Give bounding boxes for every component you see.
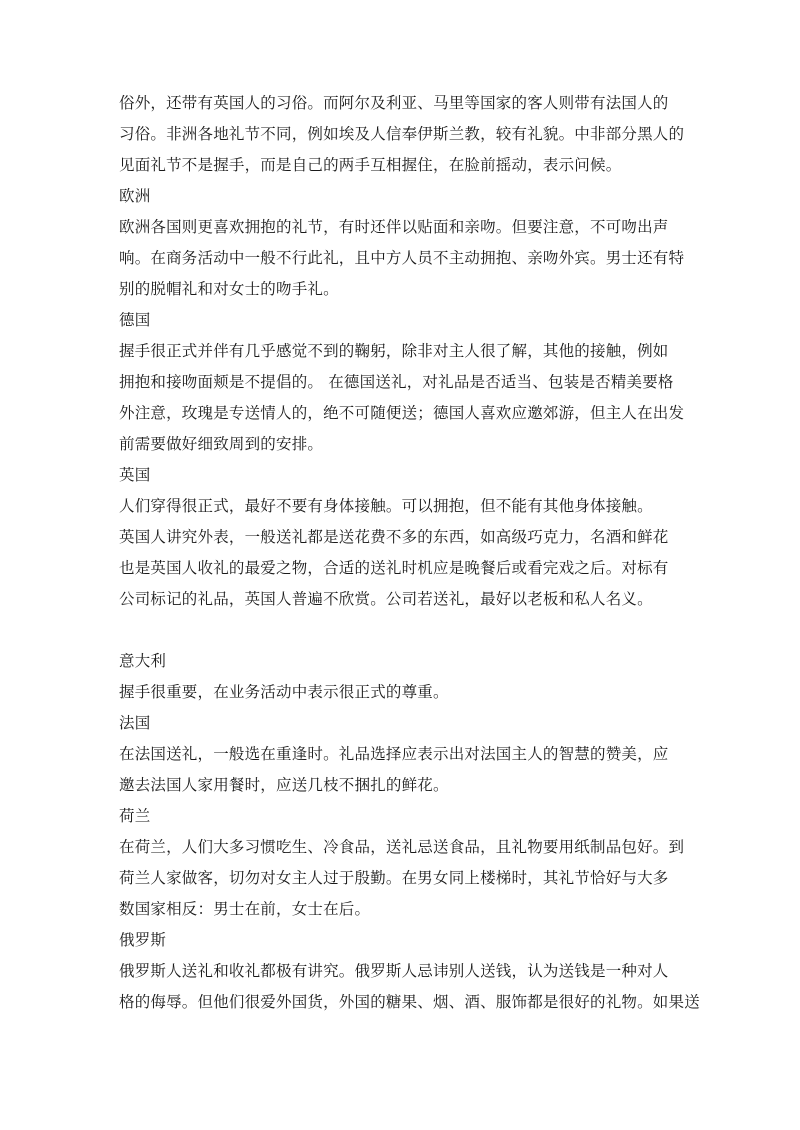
paragraph-line: 人们穿得很正式，最好不要有身体接触。可以拥抱，但不能有其他身体接触。 xyxy=(119,497,653,515)
paragraph-line: 握手很正式并伴有几乎感觉不到的鞠躬，除非对主人很了解，其他的接触，例如 xyxy=(119,342,669,360)
germany-paragraph xyxy=(119,336,689,460)
paragraph-line: 也是英国人收礼的最爱之物，合适的送礼时机应是晚餐后或看完戏之后。对标有 xyxy=(119,559,669,577)
paragraph-line: 公司标记的礼品，英国人普遍不欣赏。公司若送礼，最好以老板和私人名义。 xyxy=(119,590,653,608)
paragraph-line: 在荷兰，人们大多习惯吃生、冷食品，送礼忌送食品，且礼物要用纸制品包好。到 xyxy=(119,838,685,856)
section-heading-uk: 英国 xyxy=(119,466,151,484)
paragraph-line: 俗外，还带有英国人的习俗。而阿尔及利亚、马里等国家的客人则带有法国人的 xyxy=(119,94,669,112)
paragraph-line: 响。在商务活动中一般不行此礼，且中方人员不主动拥抱、亲吻外宾。男士还有特 xyxy=(119,249,685,267)
paragraph-line: 邀去法国人家用餐时，应送几枝不捆扎的鲜花。 xyxy=(119,776,449,794)
paragraph-line: 数国家相反：男士在前，女士在后。 xyxy=(119,900,371,918)
paragraph-line: 握手很重要，在业务活动中表示很正式的尊重。 xyxy=(119,683,449,701)
section-heading-russia: 俄罗斯 xyxy=(119,931,167,949)
uk-paragraph xyxy=(119,491,689,615)
paragraph-line: 见面礼节不是握手，而是自己的两手互相握住，在脸前摇动，表示问候。 xyxy=(119,156,622,174)
paragraph-line: 别的脱帽礼和对女士的吻手礼。 xyxy=(119,280,339,298)
paragraph-line: 英国人讲究外表，一般送礼都是送花费不多的东西，如高级巧克力，名酒和鲜花 xyxy=(119,528,669,546)
document-body xyxy=(119,88,700,1018)
russia-paragraph xyxy=(119,956,700,1018)
paragraph-line: 外注意，玫瑰是专送情人的，绝不可随便送；德国人喜欢应邀郊游，但主人在出发 xyxy=(119,404,685,422)
intro-paragraph xyxy=(119,88,689,181)
section-heading-europe: 欧洲 xyxy=(119,187,151,205)
italy-paragraph xyxy=(119,677,689,708)
paragraph-line: 在法国送礼，一般选在重逢时。礼品选择应表示出对法国主人的智慧的赞美，应 xyxy=(119,745,669,763)
paragraph-line: 拥抱和接吻面颊是不提倡的。 在德国送礼，对礼品是否适当、包装是否精美要格 xyxy=(119,373,674,391)
paragraph-line: 前需要做好细致周到的安排。 xyxy=(119,435,324,453)
paragraph-line: 习俗。非洲各地礼节不同，例如埃及人信奉伊斯兰教，较有礼貌。中非部分黑人的 xyxy=(119,125,685,143)
paragraph-line: 俄罗斯人送礼和收礼都极有讲究。俄罗斯人忌讳别人送钱，认为送钱是一种对人 xyxy=(119,962,669,980)
europe-paragraph xyxy=(119,212,689,305)
blank-line xyxy=(119,615,689,646)
section-heading-germany: 德国 xyxy=(119,311,151,329)
paragraph-line: 荷兰人家做客，切勿对女主人过于殷勤。在男女同上楼梯时，其礼节恰好与大多 xyxy=(119,869,669,887)
section-heading-france: 法国 xyxy=(119,714,151,732)
netherlands-paragraph xyxy=(119,832,689,925)
paragraph-line: 欧洲各国则更喜欢拥抱的礼节，有时还伴以贴面和亲吻。但要注意，不可吻出声 xyxy=(119,218,669,236)
france-paragraph xyxy=(119,739,689,801)
section-heading-netherlands: 荷兰 xyxy=(119,807,151,825)
paragraph-line: 格的侮辱。但他们很爱外国货，外国的糖果、烟、酒、服饰都是很好的礼物。如果送 xyxy=(119,993,700,1011)
section-heading-italy: 意大利 xyxy=(119,652,167,670)
